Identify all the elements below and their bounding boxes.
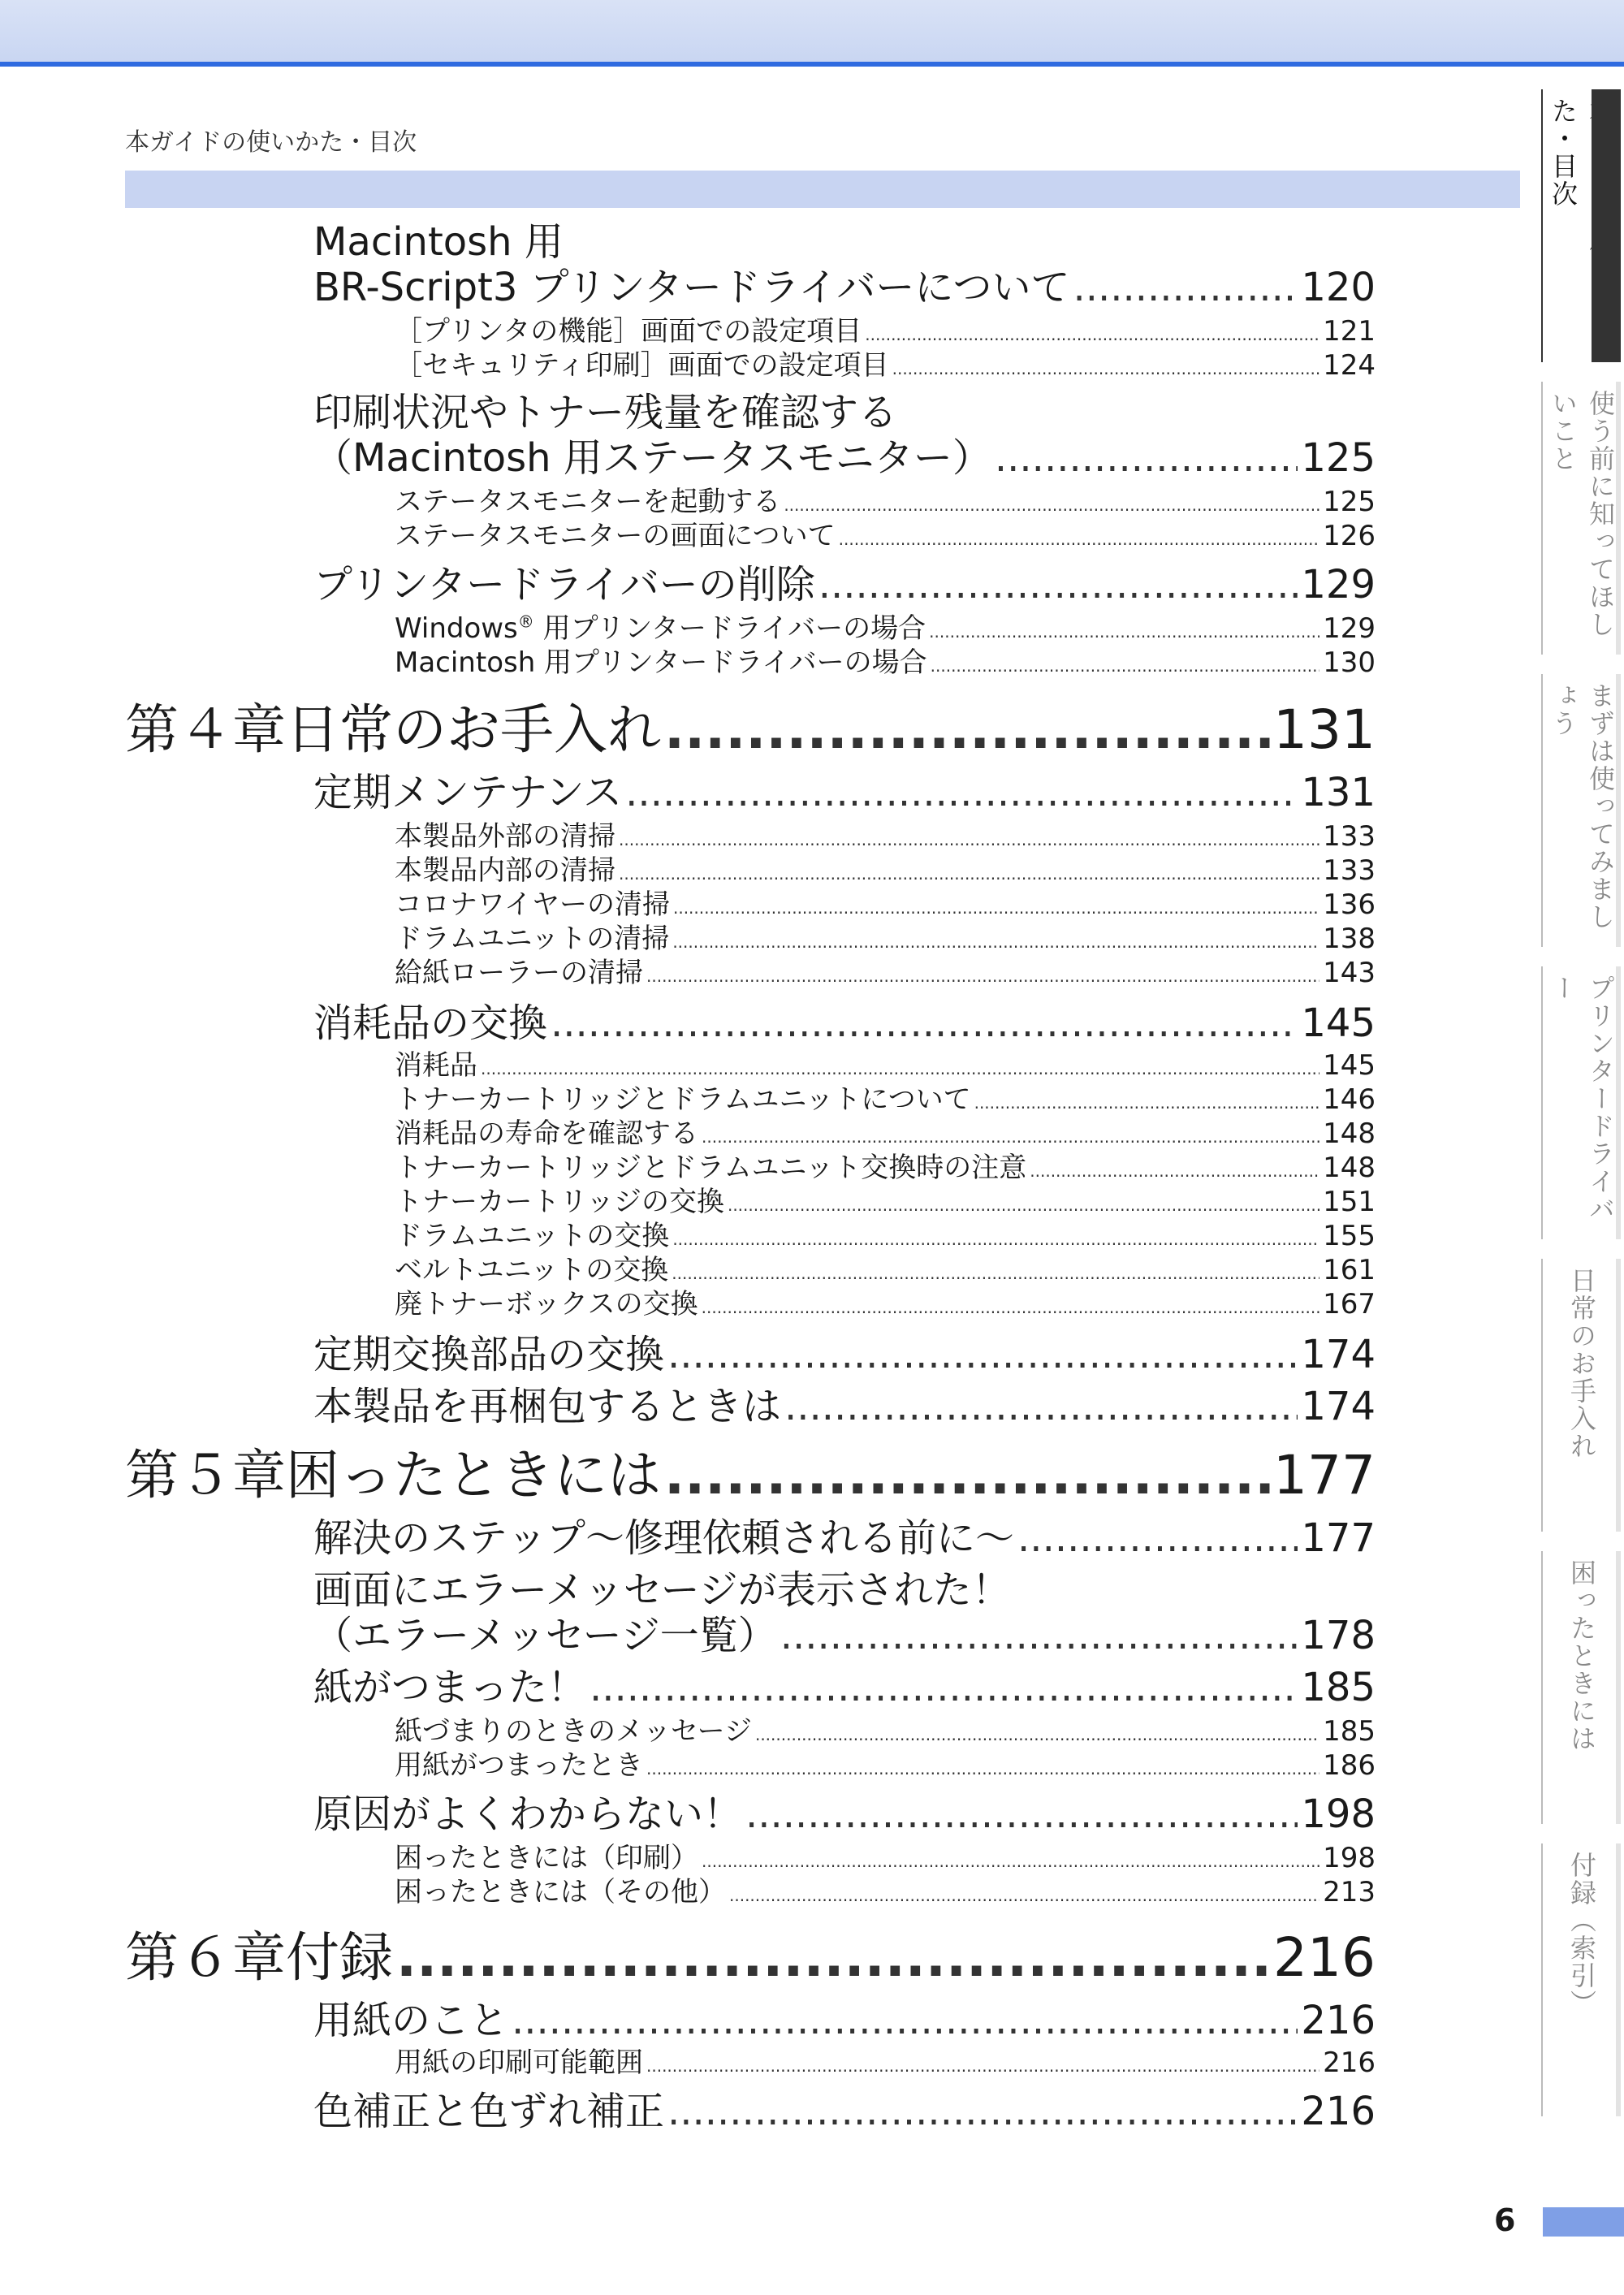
toc-section-unknown[interactable] — [313, 1791, 1376, 1837]
tab-label: た・目次 — [1548, 97, 1579, 208]
leader-dots — [396, 1925, 1270, 1991]
toc-sub-toner-drum[interactable] — [395, 1083, 1376, 1116]
toc-page: 136 — [1323, 888, 1376, 921]
toc-section-periodic[interactable] — [313, 1332, 1376, 1377]
toc-sub-security[interactable] — [395, 349, 1376, 382]
toc-page: 198 — [1323, 1842, 1376, 1874]
chapter-number: 第６章 — [125, 1926, 286, 1989]
toc-section-color[interactable] — [313, 2089, 1376, 2134]
toc-label-part: 用プリンタードライバーの場合 — [533, 612, 926, 645]
toc-sub-trouble-print[interactable] — [395, 1842, 1376, 1874]
tab-edge — [1616, 966, 1621, 1239]
toc-page: 120 — [1301, 265, 1376, 310]
tab-before-use[interactable] — [1541, 382, 1621, 655]
toc-section-paper[interactable] — [313, 1998, 1376, 2043]
toc-sub-printer-func[interactable] — [395, 315, 1376, 348]
leader-dots — [590, 1665, 1298, 1710]
toc-page: 185 — [1323, 1715, 1376, 1748]
leader-dots — [755, 1718, 1320, 1751]
toc-label: 用紙の印刷可能範囲 — [395, 2046, 643, 2079]
toc-label: 定期交換部品の交換 — [313, 1332, 665, 1377]
chapter-number: 第５章 — [125, 1444, 286, 1506]
toc-sub-jam-paper[interactable] — [395, 1749, 1376, 1782]
toc-section-line1: Macintosh 用 — [313, 219, 564, 265]
toc-label: ステータスモニターの画面について — [395, 520, 836, 552]
tab-edge — [1616, 1551, 1621, 1824]
toc-label — [395, 612, 926, 645]
tab-edge — [1616, 382, 1621, 655]
toc-page: 145 — [1323, 1049, 1376, 1082]
page-number: 6 — [1494, 2202, 1516, 2238]
toc-section-maint[interactable] — [313, 770, 1376, 815]
toc-page: 174 — [1301, 1384, 1376, 1429]
toc-label: プリンタードライバーの削除 — [313, 562, 815, 607]
leader-dots — [702, 1291, 1320, 1324]
leader-dots — [702, 1845, 1320, 1878]
toc-label: 定期メンテナンス — [313, 770, 623, 815]
toc-page: 161 — [1323, 1254, 1376, 1286]
toc-label: ベルトユニットの交換 — [395, 1254, 669, 1286]
toc-sub-consumables[interactable] — [395, 1049, 1376, 1082]
toc-page: 130 — [1323, 646, 1376, 679]
leader-dots — [1073, 265, 1298, 310]
leader-dots — [619, 823, 1320, 856]
leader-dots — [1030, 1155, 1320, 1187]
toc-label: 困ったときには — [286, 1444, 661, 1506]
toc-label: 色補正と色ずれ補正 — [313, 2089, 665, 2134]
toc-sub-printable[interactable] — [395, 2046, 1376, 2079]
toc-page: 133 — [1323, 854, 1376, 887]
toc-section-status[interactable] — [313, 435, 1376, 481]
leader-dots — [664, 1442, 1270, 1509]
toc-label: トナーカートリッジとドラムユニットについて — [395, 1083, 971, 1116]
toc-page: 177 — [1273, 1444, 1376, 1506]
leader-dots — [672, 1223, 1320, 1256]
leader-dots — [974, 1087, 1320, 1119]
toc-page: 126 — [1323, 520, 1376, 552]
toc-label: ドラムユニットの清掃 — [395, 923, 670, 955]
toc-page: 129 — [1323, 612, 1376, 645]
toc-page: 216 — [1301, 1998, 1376, 2043]
toc-sub-life[interactable] — [395, 1117, 1376, 1150]
toc-page: 129 — [1301, 562, 1376, 607]
toc-page: 133 — [1323, 820, 1376, 853]
leader-dots — [995, 435, 1298, 481]
toc-page: 148 — [1323, 1152, 1376, 1184]
toc-label: 困ったときには（その他） — [395, 1876, 726, 1908]
toc-sub-mac-delete[interactable] — [395, 646, 1376, 679]
tab-label: 困ったときには — [1566, 1559, 1597, 1753]
toc-label: （Macintosh 用ステータスモニター） — [313, 435, 991, 481]
toc-page: 125 — [1301, 435, 1376, 481]
toc-section-driver-delete[interactable] — [313, 562, 1376, 607]
tab-label: プリンタードライバー — [1548, 975, 1616, 1223]
toc-section-line1: 印刷状況やトナー残量を確認する — [313, 390, 898, 435]
toc-page: 178 — [1301, 1613, 1376, 1658]
toc-page: 216 — [1301, 2089, 1376, 2134]
leader-dots — [646, 1753, 1320, 1785]
leader-dots — [931, 650, 1320, 682]
tab-maintenance[interactable] — [1541, 1259, 1621, 1532]
tab-active-bar — [1592, 89, 1621, 362]
toc-page: 146 — [1323, 1083, 1376, 1116]
toc-label: 紙づまりのときのメッセージ — [395, 1715, 752, 1748]
toc-page: 216 — [1273, 1926, 1376, 1989]
tab-troubleshooting[interactable] — [1541, 1551, 1621, 1824]
toc-label: 本製品を再梱包するときは — [313, 1384, 782, 1429]
chapter-number: 第４章 — [125, 698, 286, 761]
toc-label: 用紙のこと — [313, 1998, 509, 2043]
toc-sub-drum-clean[interactable] — [395, 923, 1376, 955]
toc-section-jam[interactable] — [313, 1665, 1376, 1710]
toc-sub-trouble-other[interactable] — [395, 1876, 1376, 1908]
toc-label: ステータスモニターを起動する — [395, 486, 781, 518]
toc-label: 紙がつまった！ — [313, 1665, 587, 1710]
toc-sub-caution[interactable] — [395, 1152, 1376, 1184]
leader-dots — [745, 1791, 1298, 1837]
toc-page: 145 — [1301, 1001, 1376, 1046]
toc-page: 143 — [1323, 957, 1376, 989]
toc-page: 125 — [1323, 486, 1376, 518]
toc-label: ［セキュリティ印刷］画面での設定項目 — [395, 349, 889, 382]
toc-page: 167 — [1323, 1288, 1376, 1320]
header-bar — [125, 171, 1520, 208]
leader-dots — [672, 926, 1320, 958]
toc-page: 148 — [1323, 1117, 1376, 1150]
leader-dots — [728, 1189, 1320, 1221]
toc-label: Macintosh 用プリンタードライバーの場合 — [395, 646, 927, 679]
leader-dots — [672, 1257, 1320, 1290]
toc-page: 131 — [1273, 698, 1376, 761]
registered-mark: ® — [517, 612, 534, 632]
toc-label: （エラーメッセージ一覧） — [313, 1613, 777, 1658]
leader-dots — [929, 616, 1320, 648]
toc-label: 原因がよくわからない！ — [313, 1791, 743, 1837]
toc-page: 155 — [1323, 1220, 1376, 1252]
toc-label: BR-Script3 プリンタードライバーについて — [313, 265, 1070, 310]
toc-page: 138 — [1323, 923, 1376, 955]
tab-edge — [1616, 1843, 1621, 2116]
leader-dots — [1017, 1515, 1298, 1561]
toc-sub-ext-clean[interactable] — [395, 820, 1376, 853]
tab-label: 日常のお手入れ — [1566, 1267, 1597, 1460]
toc-page: 124 — [1323, 349, 1376, 382]
leader-dots — [784, 489, 1320, 521]
leader-dots — [619, 858, 1320, 890]
toc-chapter-5[interactable] — [125, 1442, 1376, 1509]
tab-edge — [1616, 1259, 1621, 1532]
toc-page: 174 — [1301, 1332, 1376, 1377]
top-band — [0, 0, 1624, 67]
toc-label: コロナワイヤーの清掃 — [395, 888, 670, 921]
toc-sub-win-delete[interactable] — [395, 612, 1376, 645]
toc-sub-drum-replace[interactable] — [395, 1220, 1376, 1252]
leader-dots — [512, 1998, 1298, 2043]
leader-dots — [481, 1052, 1320, 1085]
leader-dots — [839, 523, 1320, 555]
toc-section-mac-brscript[interactable] — [313, 265, 1376, 310]
toc-section-steps[interactable] — [313, 1515, 1376, 1561]
toc-page: 185 — [1301, 1665, 1376, 1710]
page-number-bar — [1543, 2207, 1624, 2237]
toc-page: 186 — [1323, 1749, 1376, 1782]
tab-appendix[interactable] — [1541, 1843, 1621, 2116]
leader-dots — [646, 960, 1320, 992]
toc-label: 給紙ローラーの清掃 — [395, 957, 643, 989]
leader-dots — [646, 2050, 1320, 2082]
toc-sub-corona[interactable] — [395, 888, 1376, 921]
leader-dots — [667, 2089, 1298, 2134]
toc-sub-jam-msg[interactable] — [395, 1715, 1376, 1748]
toc-section-error[interactable] — [313, 1613, 1376, 1658]
toc-sub-status-screen[interactable] — [395, 520, 1376, 552]
toc-sub-belt-replace[interactable] — [395, 1254, 1376, 1286]
running-header: 本ガイドの使いかた・目次 — [125, 128, 417, 157]
toc-label: 用紙がつまったとき — [395, 1749, 643, 1782]
toc-page: 216 — [1323, 2046, 1376, 2079]
leader-dots — [729, 1879, 1320, 1912]
leader-dots — [780, 1613, 1298, 1658]
toc-sub-roller[interactable] — [395, 957, 1376, 989]
toc-page: 121 — [1323, 315, 1376, 348]
toc-page: 198 — [1301, 1791, 1376, 1837]
leader-dots — [667, 1332, 1298, 1377]
toc-label: ［プリンタの機能］画面での設定項目 — [395, 315, 862, 348]
toc-label: 困ったときには（印刷） — [395, 1842, 698, 1874]
toc-section-repack[interactable] — [313, 1384, 1376, 1429]
toc-label: 日常のお手入れ — [286, 698, 661, 761]
toc-label: トナーカートリッジの交換 — [395, 1186, 724, 1218]
toc-section-line1: 画面にエラーメッセージが表示された！ — [313, 1567, 1011, 1613]
toc-label: ドラムユニットの交換 — [395, 1220, 670, 1252]
toc-page: 213 — [1323, 1876, 1376, 1908]
tab-label: まずは使ってみましょう — [1548, 682, 1616, 931]
leader-dots — [865, 318, 1320, 351]
toc-label: 本製品外部の清掃 — [395, 820, 615, 853]
toc-page: 177 — [1301, 1515, 1376, 1561]
toc-label: トナーカートリッジとドラムユニット交換時の注意 — [395, 1152, 1027, 1184]
toc-sub-toner-replace[interactable] — [395, 1186, 1376, 1218]
toc-label: 消耗品の交換 — [313, 1001, 548, 1046]
toc-label: 解決のステップ～修理依頼される前に～ — [313, 1515, 1015, 1561]
leader-dots — [702, 1121, 1320, 1153]
toc-section-consumable[interactable] — [313, 1001, 1376, 1046]
toc-sub-status-start[interactable] — [395, 486, 1376, 518]
toc-label: 消耗品 — [395, 1049, 477, 1082]
leader-dots — [892, 352, 1320, 385]
toc-label-part: Windows — [395, 612, 518, 645]
tab-label: 使う前に知ってほしいこと — [1548, 390, 1616, 638]
toc-page: 151 — [1323, 1186, 1376, 1218]
toc-label: 廃トナーボックスの交換 — [395, 1288, 698, 1320]
side-tabs — [1541, 89, 1624, 2136]
leader-dots — [625, 770, 1298, 815]
toc-sub-waste-replace[interactable] — [395, 1288, 1376, 1320]
tab-printer-driver[interactable] — [1541, 966, 1621, 1239]
leader-dots — [673, 892, 1320, 924]
toc-chapter-6[interactable] — [125, 1925, 1376, 1991]
toc-chapter-4[interactable] — [125, 697, 1376, 763]
tab-edge — [1616, 674, 1621, 947]
leader-dots — [664, 697, 1270, 763]
toc-page: 131 — [1301, 770, 1376, 815]
toc-sub-int-clean[interactable] — [395, 854, 1376, 887]
leader-dots — [818, 562, 1298, 607]
toc-label: 本製品内部の清掃 — [395, 854, 615, 887]
toc-label: 付録 — [286, 1926, 393, 1989]
leader-dots — [784, 1384, 1298, 1429]
leader-dots — [551, 1001, 1298, 1046]
tab-label: 付録（索引） — [1566, 1852, 1597, 2017]
tab-guide-toc[interactable] — [1541, 89, 1621, 362]
toc-label: 消耗品の寿命を確認する — [395, 1117, 698, 1150]
tab-lets-use[interactable] — [1541, 674, 1621, 947]
